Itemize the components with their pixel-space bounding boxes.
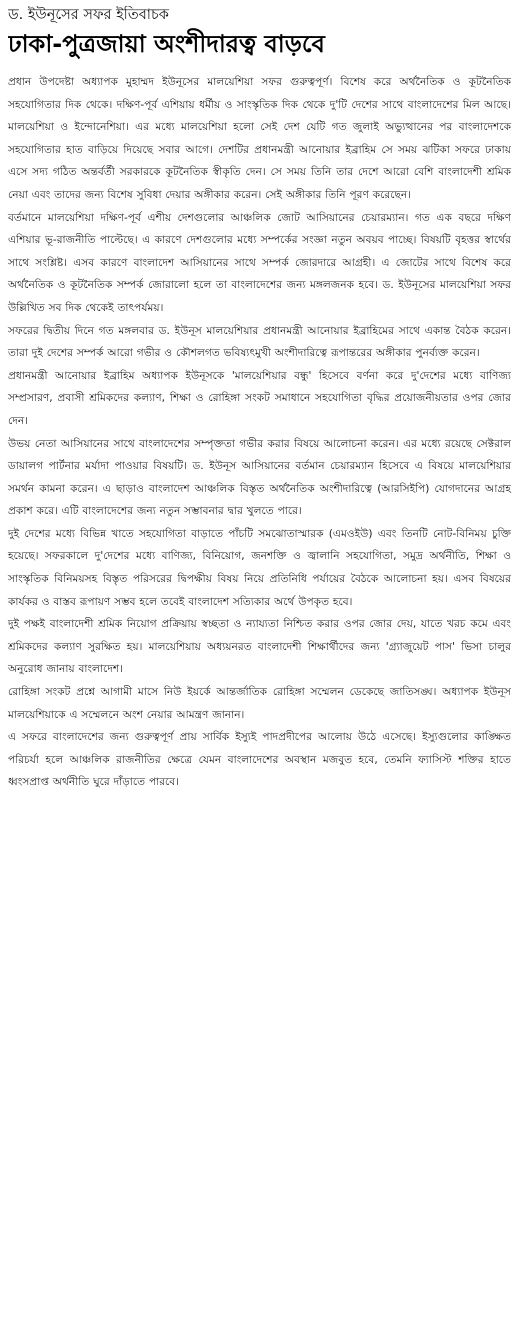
- article-paragraph: রোহিঙ্গা সংকট প্রশ্নে আগামী মাসে নিউ ইয়র্কে আন্তর্জাতিক রোহিঙ্গা সম্মেলন ডেকেছে জাতিসঙ্ঘ। অধ্যাপক ইউনূস মালয়েশিয়াকে এ সম্মেলনে অংশ নেয়ার আমন্ত্রণ জানান।: [8, 686, 511, 721]
- article-paragraph: প্রধান উপদেষ্টা অধ্যাপক মুহাম্মদ ইউনূসের মালয়েশিয়া সফর গুরুত্বপূর্ণ। বিশেষ করে অর্থনৈতিক ও কূটনৈতিক সহযোগিতার দিক থেকে। দক্ষিণ-পূর্ব এশিয়ায় ধর্মীয় ও সাংস্কৃতিক দিক থেকে দু'টি দেশের সাথে বাংলাদেশের মিল আছে। মালয়েশিয়া ও ইন্দোনেশিয়া। এর মধ্যে মালয়েশিয়া হলো সেই দেশ যেটি গত জুলাই অভ্যুত্থানের পর বাংলাদেশকে সহযোগিতার হাত বাড়িয়ে দিয়েছে সবার আগে। দেশটির প্রধানমন্ত্রী আনোয়ার ইব্রাহিম সে সময় ঝটিকা সফরে ঢাকায় এসে সদ্য গঠিত অন্তর্বর্তী সরকারকে কূটনৈতিক স্বীকৃতি দেন। সে সময় তিনি তার দেশে আরো বেশি বাংলাদেশী শ্রমিক নেয়া এবং তাদের জন্য বিশেষ সুবিধা দেয়ার অঙ্গীকার করেন। সেই অঙ্গীকার তিনি পূরণ করেছেন।: [8, 76, 511, 201]
- article-paragraph: দুই পক্ষই বাংলাদেশী শ্রমিক নিয়োগ প্রক্রিয়ায় স্বচ্ছতা ও ন্যায্যতা নিশ্চিত করার ওপর জোর দেয়, যাতে খরচ কমে এবং শ্রমিকদের কল্যাণ সুরক্ষিত হয়। মালয়েশিয়ায় অধ্যয়নরত বাংলাদেশী শিক্ষার্থীদের জন্য 'গ্র্যাজুয়েট পাস' ভিসা চালুর অনুরোধ জানায় বাংলাদেশ।: [8, 618, 511, 676]
- article-body: [8, 71, 511, 794]
- article-paragraph: সফরের দ্বিতীয় দিনে গত মঙ্গলবার ড. ইউনূস মালয়েশিয়ার প্রধানমন্ত্রী আনোয়ার ইব্রাহিমের সাথে একান্ত বৈঠক করেন। তারা দুই দেশের সম্পর্ক আরো গভীর ও কৌশলগত ভবিষ্যৎমুখী অংশীদারিত্বে রূপান্তরের অঙ্গীকার পুনর্ব্যক্ত করেন।: [8, 324, 511, 360]
- article-kicker: ড. ইউনূসের সফর ইতিবাচক: [8, 7, 169, 23]
- article-paragraph: এ সফরে বাংলাদেশের জন্য গুরুত্বপূর্ণ প্রায় সার্বিক ইস্যুই পাদপ্রদীপের আলোয় উঠে এসেছে। ইস্যুগুলোর কাঙ্ক্ষিত পরিচর্যা হলে আঞ্চলিক রাজনীতির ক্ষেত্রে যেমন বাংলাদেশের অবস্থান মজবুত হবে, তেমনি ফ্যাসিস্ট শক্তির হাতে ধ্বংসপ্রাপ্ত অর্থনীতি ঘুরে দাঁড়াতে পারবে।: [8, 731, 511, 789]
- article-headline: ঢাকা-পুত্রজায়া অংশীদারত্ব বাড়বে: [8, 30, 325, 58]
- article-paragraph: বর্তমানে মালয়েশিয়া দক্ষিণ-পূর্ব এশীয় দেশগুলোর আঞ্চলিক জোট আসিয়ানের চেয়ারম্যান। গত এক বছরে দক্ষিণ এশিয়ার ভূ-রাজনীতি পাল্টেছে। এ কারণে দেশগুলোর মধ্যে সম্পর্কের সংজ্ঞা নতুন অবয়ব পাচ্ছে। বিষয়টি বৃহত্তর স্বার্থের সাথে সংশ্লিষ্ট। এসব কারণে বাংলাদেশ আসিয়ানের সাথে সম্পর্ক জোরদারে আগ্রহী। এ জোটের সাথে বিশেষ করে অর্থনৈতিক ও কূটনৈতিক সম্পর্ক জোরালো হলে তা বাংলাদেশের জন্য মঙ্গলজনক হবে। ড. ইউনূসের মালয়েশিয়া সফর উল্লিখিত সব দিক থেকেই তাৎপর্যময়।: [8, 211, 511, 314]
- article-paragraph: দুই দেশের মধ্যে বিভিন্ন খাতে সহযোগিতা বাড়াতে পাঁচটি সমঝোতাস্মারক (এমওইউ) এবং তিনটি নোট-বিনিময় চুক্তি হয়েছে। সফরকালে দু'দেশের মধ্যে বাণিজ্য, বিনিয়োগ, জনশক্তি ও জ্বালানি সহযোগিতা, সমুদ্র অর্থনীতি, শিক্ষা ও সাংস্কৃতিক বিনিময়সহ বিস্তৃত পরিসরের দ্বিপক্ষীয় বিষয় নিয়ে প্রতিনিধি পর্যায়ের বৈঠকে আলোচনা হয়। এসব বিষয়ের কার্যকর ও বাস্তব রূপায়ণ সম্ভব হলে তবেই বাংলাদেশ সত্যিকার অর্থে উপকৃত হবে।: [8, 527, 511, 608]
- article-paragraph: প্রধানমন্ত্রী আনোয়ার ইব্রাহিম অধ্যাপক ইউনূসকে 'মালয়েশিয়ার বন্ধু' হিসেবে বর্ণনা করে দু'দেশের মধ্যে বাণিজ্য সম্প্রসারণ, প্রবাসী শ্রমিকদের কল্যাণ, শিক্ষা ও রোহিঙ্গা সংকট সমাধানে সহযোগিতা বৃদ্ধির প্রয়োজনীয়তার ওপর জোর দেন।: [8, 369, 511, 427]
- article-paragraph: উভয় নেতা আসিয়ানের সাথে বাংলাদেশের সম্পৃক্ততা গভীর করার বিষয়ে আলোচনা করেন। এর মধ্যে রয়েছে সেক্টরাল ডায়ালগ পার্টনার মর্যাদা পাওয়ার বিষয়টি। ড. ইউনূস আসিয়ানের বর্তমান চেয়ারম্যান হিসেবে এ বিষয়ে মালয়েশিয়ার সমর্থন কামনা করেন। এ ছাড়াও বাংলাদেশ আঞ্চলিক বিস্তৃত অর্থনৈতিক অংশীদারিত্বে (আরসিইপি) যোগদানের আগ্রহ প্রকাশ করে। এটি বাংলাদেশের জন্য নতুন সম্ভাবনার দ্বার খুলতে পারে।: [8, 437, 511, 518]
